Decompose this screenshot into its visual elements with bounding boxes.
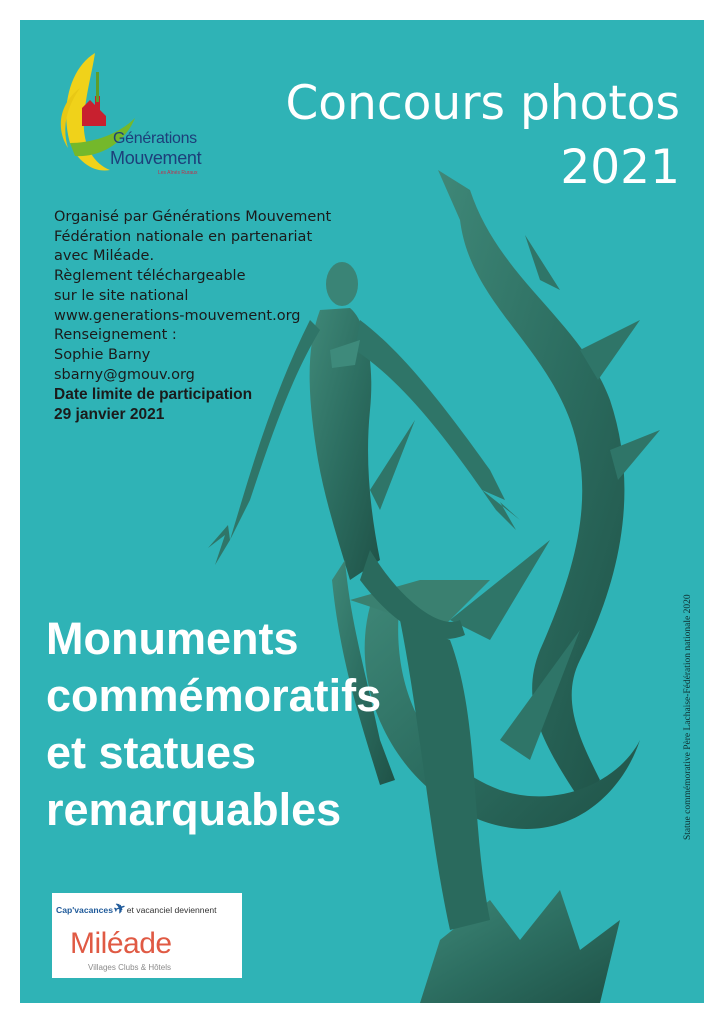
info-line: Fédération nationale en partenariat — [54, 228, 313, 245]
mileade-name: Miléade — [70, 927, 172, 960]
poster — [20, 20, 704, 1003]
info-line: sur le site national — [54, 287, 189, 304]
contest-theme — [46, 610, 486, 838]
contest-title — [220, 72, 680, 200]
deadline-date: 29 janvier 2021 — [54, 406, 165, 424]
mileade-subtitle: Villages Clubs & Hôtels — [88, 963, 172, 972]
theme-line2: commémoratifs — [46, 670, 382, 721]
info-line: Organisé par Générations Mouvement — [54, 209, 332, 225]
contest-title-year: 2021 — [560, 140, 680, 195]
website-link[interactable]: www.generations-mouvement.org — [54, 307, 301, 324]
deadline-label: Date limite de participation — [54, 386, 253, 404]
logo-name-line1: Générations — [113, 130, 197, 147]
capvacances-name: Cap'vacances — [56, 905, 113, 915]
generations-mouvement-logo — [40, 48, 240, 188]
contest-info — [54, 208, 384, 425]
info-line: Renseignement : — [54, 327, 177, 344]
logo-tagline: Les Aînés Ruraux — [158, 170, 198, 176]
logo-name-line2: Mouvement — [110, 148, 202, 168]
arrow-icon: ✈ — [111, 898, 128, 918]
contact-name: Sophie Barny — [54, 346, 151, 363]
theme-line4: remarquables — [46, 784, 342, 835]
theme-line3: et statues — [46, 727, 257, 778]
contact-email[interactable]: sbarny@gmouv.org — [54, 366, 195, 383]
partner-announcement — [56, 900, 240, 917]
mileade-partner-logo — [52, 893, 242, 978]
theme-line1: Monuments — [46, 613, 299, 664]
photo-credit: Statue commémorative Père Lachaise-Fédération nationale 2020 — [683, 594, 693, 840]
contest-title-line1: Concours photos — [285, 76, 680, 131]
info-line: Règlement téléchargeable — [54, 268, 246, 285]
partner-rest: et vacanciel deviennent — [126, 905, 217, 915]
info-line: avec Miléade. — [54, 248, 155, 265]
